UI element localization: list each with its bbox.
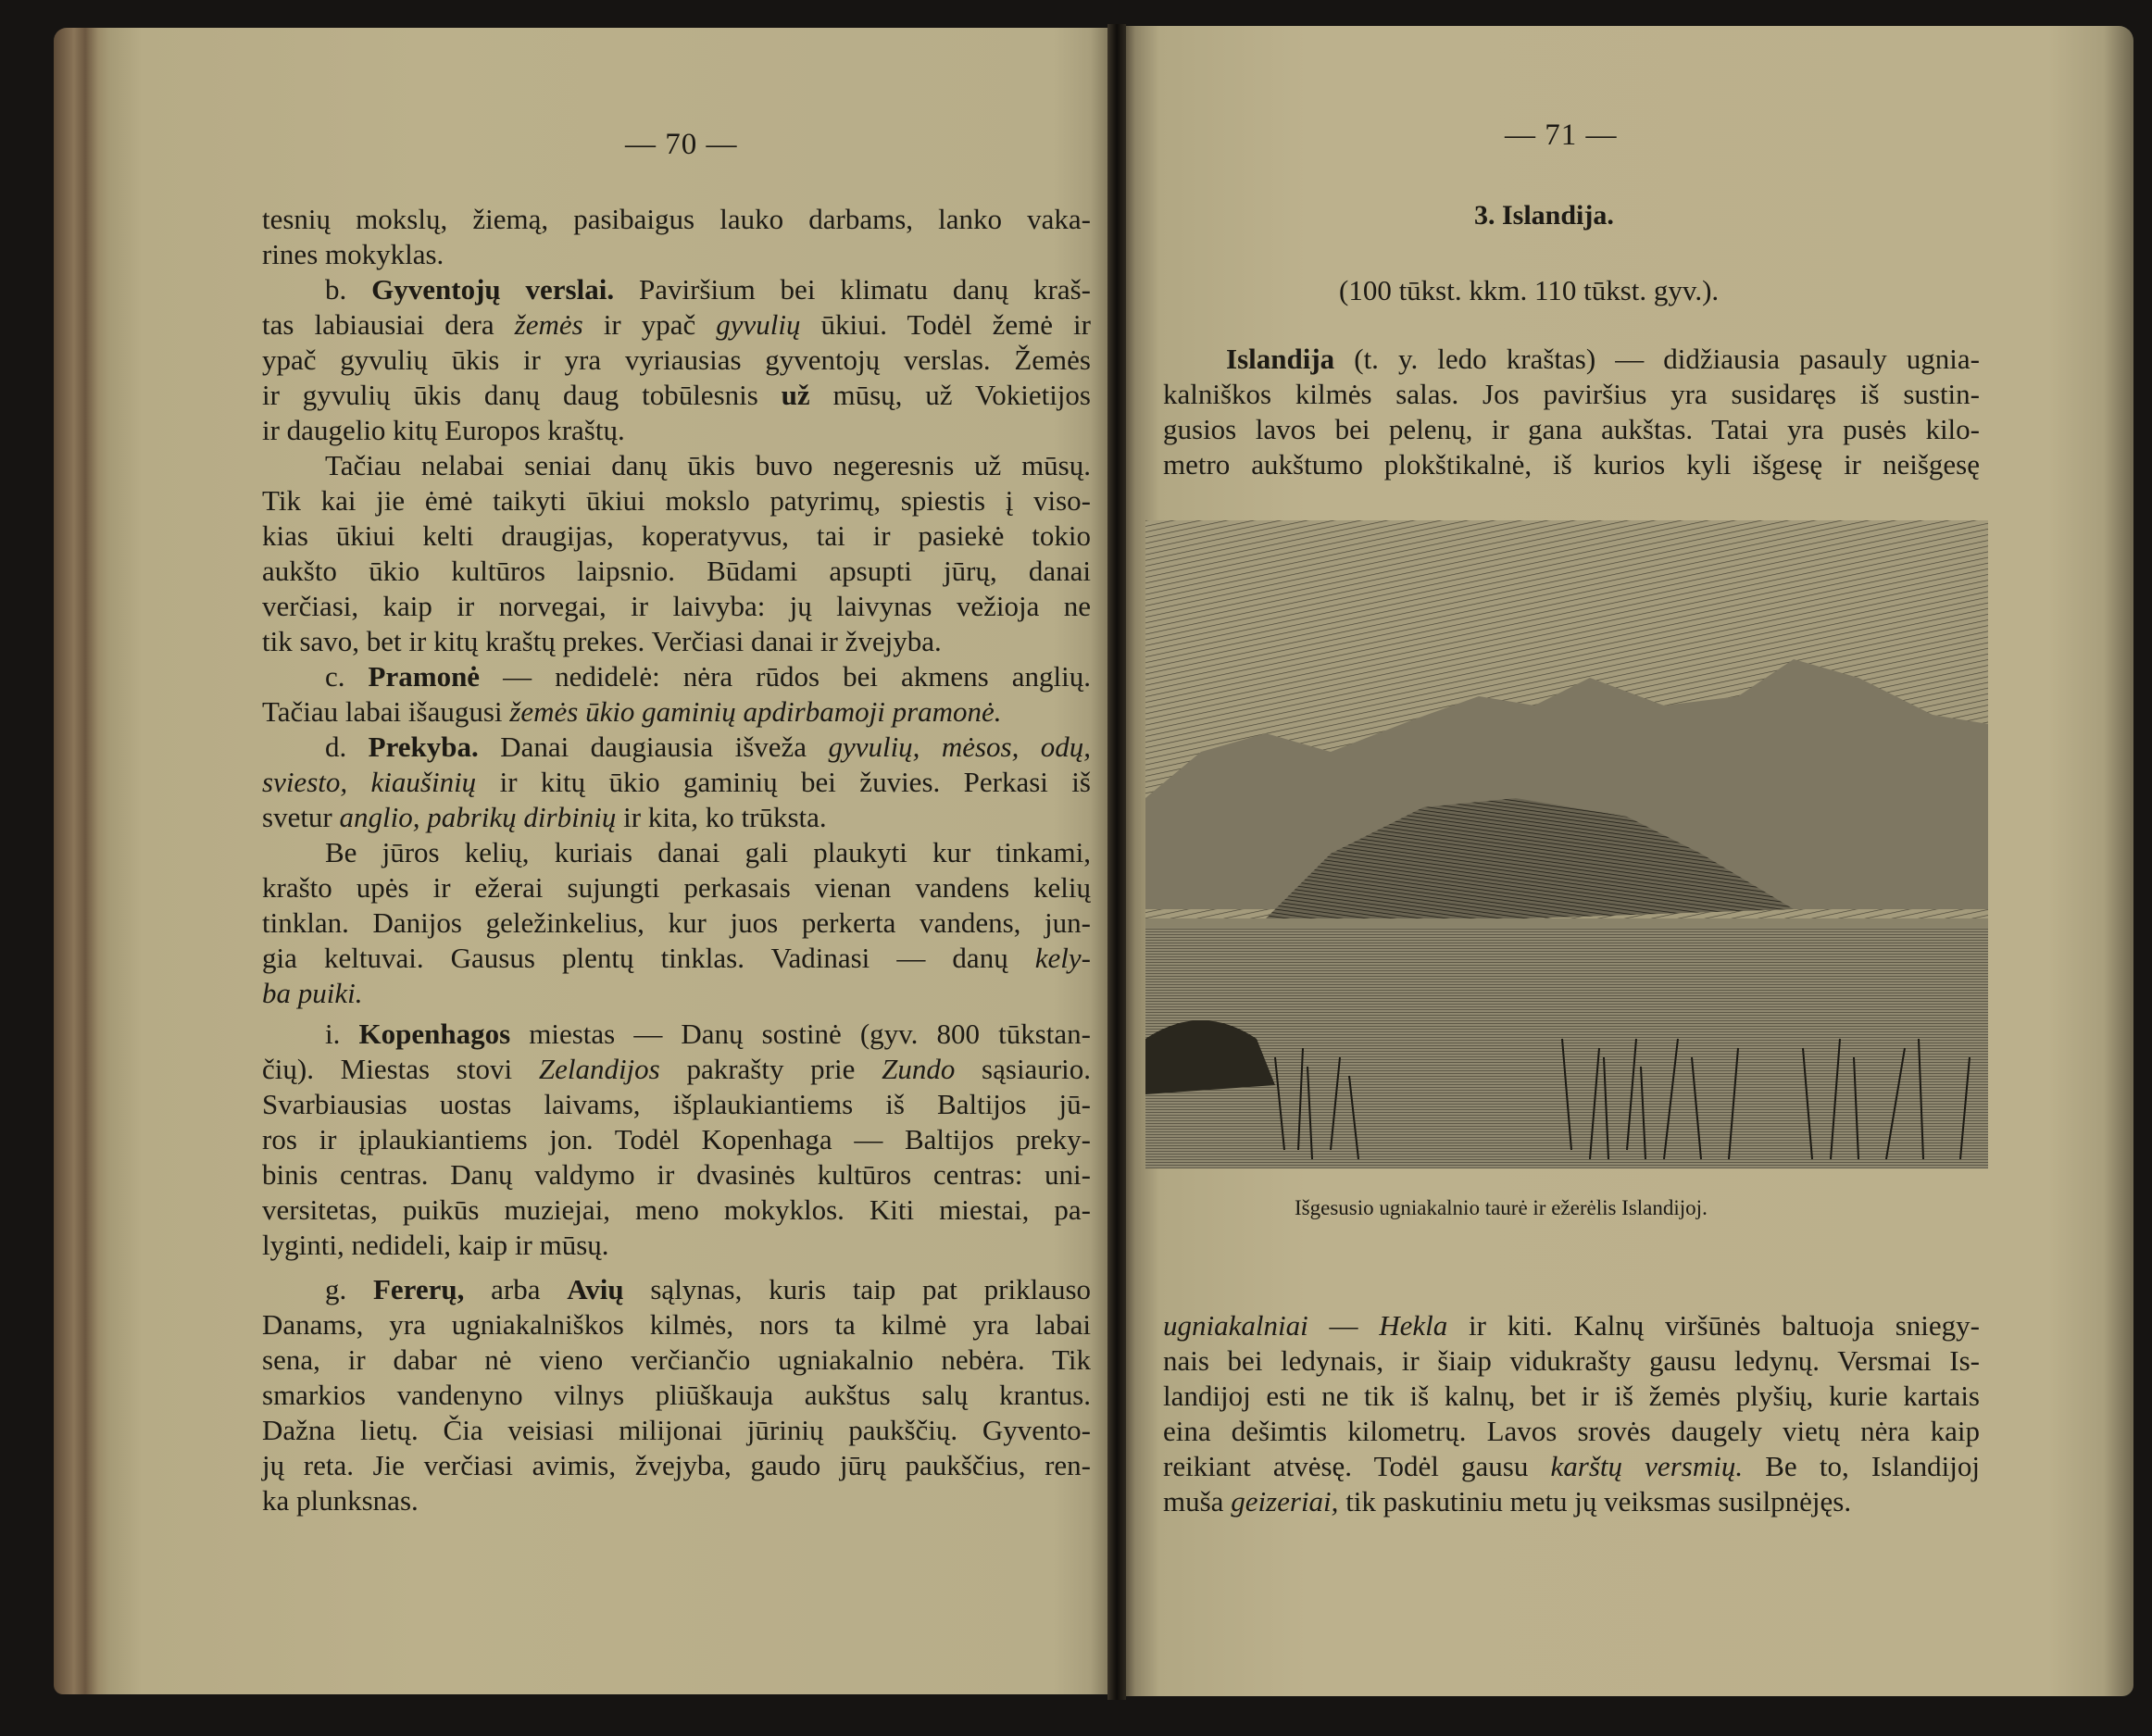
- paragraph: [262, 448, 1091, 659]
- volcano-lake-engraving: [1145, 520, 1988, 1168]
- text-line: [262, 1413, 1091, 1448]
- text-line: [262, 554, 1091, 589]
- text-run: Danai daugiausia išveža: [478, 731, 829, 763]
- text-run: versitetas, puikūs muziejai, meno mokyklos. Kiti miestai, pa-: [262, 1193, 1091, 1226]
- paragraph: [1163, 342, 1980, 482]
- text-line: [262, 730, 1091, 765]
- text-line: [1163, 1414, 1980, 1449]
- italic-text: anglio, pabrikų dirbinių: [339, 801, 617, 833]
- text-run: g.: [325, 1273, 373, 1305]
- italic-text: karštų versmių.: [1550, 1450, 1744, 1482]
- text-run: Be jūros kelių, kuriais danai gali plaukyti kur tinkami,: [325, 836, 1091, 868]
- text-run: ir gyvulių ūkis danų daug tobūlesnis: [262, 379, 782, 411]
- page-number-left: — 70 —: [625, 128, 738, 161]
- text-run: krašto upės ir ežerai sujungti perkasais vienan vandens kelių: [262, 871, 1091, 904]
- text-line: [262, 765, 1091, 800]
- bold-text: Avių: [567, 1273, 624, 1305]
- paragraph: [1163, 1308, 1980, 1519]
- bold-text: Prekyba.: [368, 731, 479, 763]
- text-line: [262, 1307, 1091, 1343]
- text-line: [262, 976, 1091, 1011]
- text-run: b.: [325, 273, 372, 306]
- text-line: [1163, 1449, 1980, 1484]
- text-run: arba: [464, 1273, 568, 1305]
- text-line: [262, 1052, 1091, 1087]
- text-run: eina dešimtis kilometrų. Lavos srovės daugely vietų nėra kaip: [1163, 1415, 1980, 1447]
- text-run: smarkios vandenyno vilnys pliūškauja aukštus salų krantus.: [262, 1379, 1091, 1411]
- book-spine: [1107, 24, 1126, 1700]
- text-line: [262, 483, 1091, 518]
- text-run: d.: [325, 731, 369, 763]
- paragraph: [262, 202, 1091, 272]
- text-line: [262, 1448, 1091, 1483]
- text-run: Danams, yra ugniakalniškos kilmės, nors ta kilmė yra labai: [262, 1308, 1091, 1341]
- italic-text: geizeriai,: [1231, 1485, 1339, 1517]
- text-line: [262, 659, 1091, 694]
- text-run: čių). Miestas stovi: [262, 1053, 539, 1085]
- text-line: [262, 378, 1091, 413]
- right-page-text-top: [1163, 342, 1980, 482]
- figure-caption: Išgesusio ugniakalnio taurė ir ežerėlis Islandijoj.: [1295, 1196, 1708, 1219]
- italic-text: gyvulių: [716, 308, 801, 341]
- text-line: [1163, 1379, 1980, 1414]
- paragraph: [262, 1017, 1091, 1263]
- text-line: [262, 1483, 1091, 1518]
- text-line: [1163, 447, 1980, 482]
- text-line: [262, 905, 1091, 941]
- text-run: gia keltuvai. Gausus plentų tinklas. Vadinasi — danų: [262, 942, 1035, 974]
- bold-text: Kopenhagos: [358, 1018, 511, 1050]
- text-run: ir daugelio kitų Europos kraštų.: [262, 414, 625, 446]
- text-line: [1163, 1484, 1980, 1519]
- text-run: ir kitų ūkio gaminių bei žuvies. Perkasi iš: [476, 766, 1091, 798]
- page-number-right: — 71 —: [1505, 119, 1618, 152]
- text-run: nais bei ledynais, ir šiaip vidukrašty gausu ledynų. Versmai Is-: [1163, 1344, 1980, 1377]
- text-run: muša: [1163, 1485, 1232, 1517]
- lake: [1145, 928, 1988, 1168]
- text-line: [262, 237, 1091, 272]
- text-line: [262, 941, 1091, 976]
- paragraph: [262, 1272, 1091, 1518]
- text-run: aukšto ūkio kultūros laipsnio. Būdami apsupti jūrų, danai: [262, 555, 1091, 587]
- italic-text: kely-: [1034, 942, 1091, 974]
- bold-text: Fererų,: [372, 1273, 465, 1305]
- text-run: (t. y. ledo kraštas) — didžiausia pasauly ugnia-: [1334, 343, 1980, 375]
- text-run: jų reta. Jie verčiasi avimis, žvejyba, gaudo jūrų paukščius, ren-: [262, 1449, 1091, 1481]
- text-line: [1163, 377, 1980, 412]
- text-run: Svarbiausias uostas laivams, išplaukiantiems iš Baltijos jū-: [262, 1088, 1091, 1120]
- text-run: — nedidelė: nėra rūdos bei akmens anglių.: [480, 660, 1091, 693]
- text-run: ypač gyvulių ūkis ir yra vyriausias gyventojų verslas. Žemės: [262, 343, 1091, 376]
- text-line: [262, 1272, 1091, 1307]
- text-run: Tik kai jie ėmė taikyti ūkiui mokslo patyrimų, spiestis į viso-: [262, 484, 1091, 517]
- bold-text: už: [781, 379, 810, 411]
- text-run: ka plunksnas.: [262, 1484, 419, 1517]
- text-line: [262, 307, 1091, 343]
- text-run: c.: [325, 660, 369, 693]
- italic-text: žemės ūkio gaminių apdirbamoji pramonė.: [509, 695, 1002, 728]
- text-line: [262, 1157, 1091, 1193]
- text-line: [262, 518, 1091, 554]
- text-line: [262, 1087, 1091, 1122]
- text-run: i.: [325, 1018, 359, 1050]
- text-line: [262, 1193, 1091, 1228]
- text-run: sąsiaurio.: [955, 1053, 1092, 1085]
- bold-text: Gyventojų verslai.: [371, 273, 615, 306]
- italic-text: ugniakalniai: [1163, 1309, 1308, 1342]
- text-run: ir kiti. Kalnų viršūnės baltuoja sniegy-: [1447, 1309, 1981, 1342]
- text-run: kalniškos kilmės salas. Jos paviršius yra susidaręs iš sustin-: [1163, 378, 1980, 410]
- text-run: metro aukštumo plokštikalnė, iš kurios kyli išgesę ir neišgesę: [1163, 448, 1980, 481]
- right-page-text-bottom: [1163, 1308, 1980, 1519]
- text-run: verčiasi, kaip ir norvegai, ir laivyba: jų laivynas vežioja ne: [262, 590, 1091, 622]
- text-run: gusios lavos bei pelenų, ir gana aukštas. Tatai yra pusės kilo-: [1163, 413, 1980, 445]
- text-line: [262, 589, 1091, 624]
- text-run: ūkiui. Todėl žemė ir: [800, 308, 1091, 341]
- text-line: [262, 1122, 1091, 1157]
- text-line: [262, 413, 1091, 448]
- text-run: mūsų, už Vokietijos: [809, 379, 1091, 411]
- section-title: 3. Islandija.: [1474, 200, 1614, 231]
- paragraph: [262, 659, 1091, 730]
- text-line: [262, 1378, 1091, 1413]
- italic-text: gyvulių, mėsos, odų,: [828, 731, 1092, 763]
- text-run: miestas — Danų sostinė (gyv. 800 tūkstan-: [510, 1018, 1091, 1050]
- text-run: landijoj esti ne tik iš kalnų, bet ir iš žemės plyšių, kurie kartais: [1163, 1380, 1980, 1412]
- section-subtitle: (100 tūkst. kkm. 110 tūkst. gyv.).: [1339, 274, 1720, 306]
- text-run: ros ir įplaukiantiems jon. Todėl Kopenhaga — Baltijos preky-: [262, 1123, 1091, 1155]
- text-run: tinklan. Danijos geležinkelius, kur juos perkerta vandens, jun-: [262, 906, 1091, 939]
- text-line: [262, 870, 1091, 905]
- italic-text: žemės: [514, 308, 583, 341]
- text-run: tik savo, bet ir kitų kraštų prekes. Verčiasi danai ir žvejyba.: [262, 625, 942, 657]
- text-line: [1163, 1343, 1980, 1379]
- bold-text: Pramonė: [368, 660, 481, 693]
- text-run: tas labiausiai dera: [262, 308, 515, 341]
- text-run: tik paskutiniu metu jų veiksmas susilpnėjęs.: [1338, 1485, 1852, 1517]
- text-run: rines mokyklas.: [262, 238, 444, 270]
- bold-text: Islandija: [1226, 343, 1335, 375]
- text-line: [262, 1017, 1091, 1052]
- text-run: reikiant atvėsę. Todėl gausu: [1163, 1450, 1551, 1482]
- italic-text: Zundo: [882, 1053, 956, 1085]
- italic-text: Zelandijos: [538, 1053, 660, 1085]
- left-page-text: [262, 202, 1091, 1518]
- text-run: Paviršium bei klimatu danų kraš-: [614, 273, 1092, 306]
- text-run: sena, ir dabar nė vieno verčiančio ugniakalnio nebėra. Tik: [262, 1343, 1091, 1376]
- text-run: ir kita, ko trūksta.: [616, 801, 827, 833]
- italic-text: ba puiki.: [262, 977, 363, 1009]
- paragraph: [262, 730, 1091, 835]
- paragraph: [262, 272, 1091, 448]
- text-line: [262, 624, 1091, 659]
- text-run: binis centras. Danų valdymo ir dvasinės kultūros centras: uni-: [262, 1158, 1091, 1191]
- text-line: [262, 202, 1091, 237]
- text-run: pakrašty prie: [659, 1053, 882, 1085]
- text-run: —: [1307, 1309, 1380, 1342]
- text-line: [1163, 1308, 1980, 1343]
- text-run: Be to, Islandijoj: [1743, 1450, 1980, 1482]
- text-run: tesnių mokslų, žiemą, pasibaigus lauko darbams, lanko vaka-: [262, 203, 1091, 235]
- text-run: ir ypač: [582, 308, 717, 341]
- text-line: [262, 1343, 1091, 1378]
- text-run: Tačiau nelabai seniai danų ūkis buvo negeresnis už mūsų.: [325, 449, 1091, 481]
- text-line: [262, 448, 1091, 483]
- text-run: kias ūkiui kelti draugijas, koperatyvus, tai ir pasiekė tokio: [262, 519, 1091, 552]
- text-run: Dažna lietų. Čia veisiasi milijonai jūrinių paukščių. Gyvento-: [262, 1414, 1091, 1446]
- italic-text: Hekla: [1379, 1309, 1448, 1342]
- text-line: [262, 272, 1091, 307]
- text-line: [262, 800, 1091, 835]
- text-line: [1163, 342, 1980, 377]
- text-run: svetur: [262, 801, 340, 833]
- text-run: sąlynas, kuris taip pat priklauso: [623, 1273, 1092, 1305]
- text-line: [262, 1228, 1091, 1263]
- paragraph: [262, 835, 1091, 1011]
- text-line: [262, 343, 1091, 378]
- text-line: [262, 694, 1091, 730]
- text-run: lyginti, nedideli, kaip ir mūsų.: [262, 1229, 609, 1261]
- italic-text: sviesto, kiaušinių: [262, 766, 477, 798]
- text-line: [1163, 412, 1980, 447]
- text-run: Tačiau labai išaugusi: [262, 695, 510, 728]
- text-line: [262, 835, 1091, 870]
